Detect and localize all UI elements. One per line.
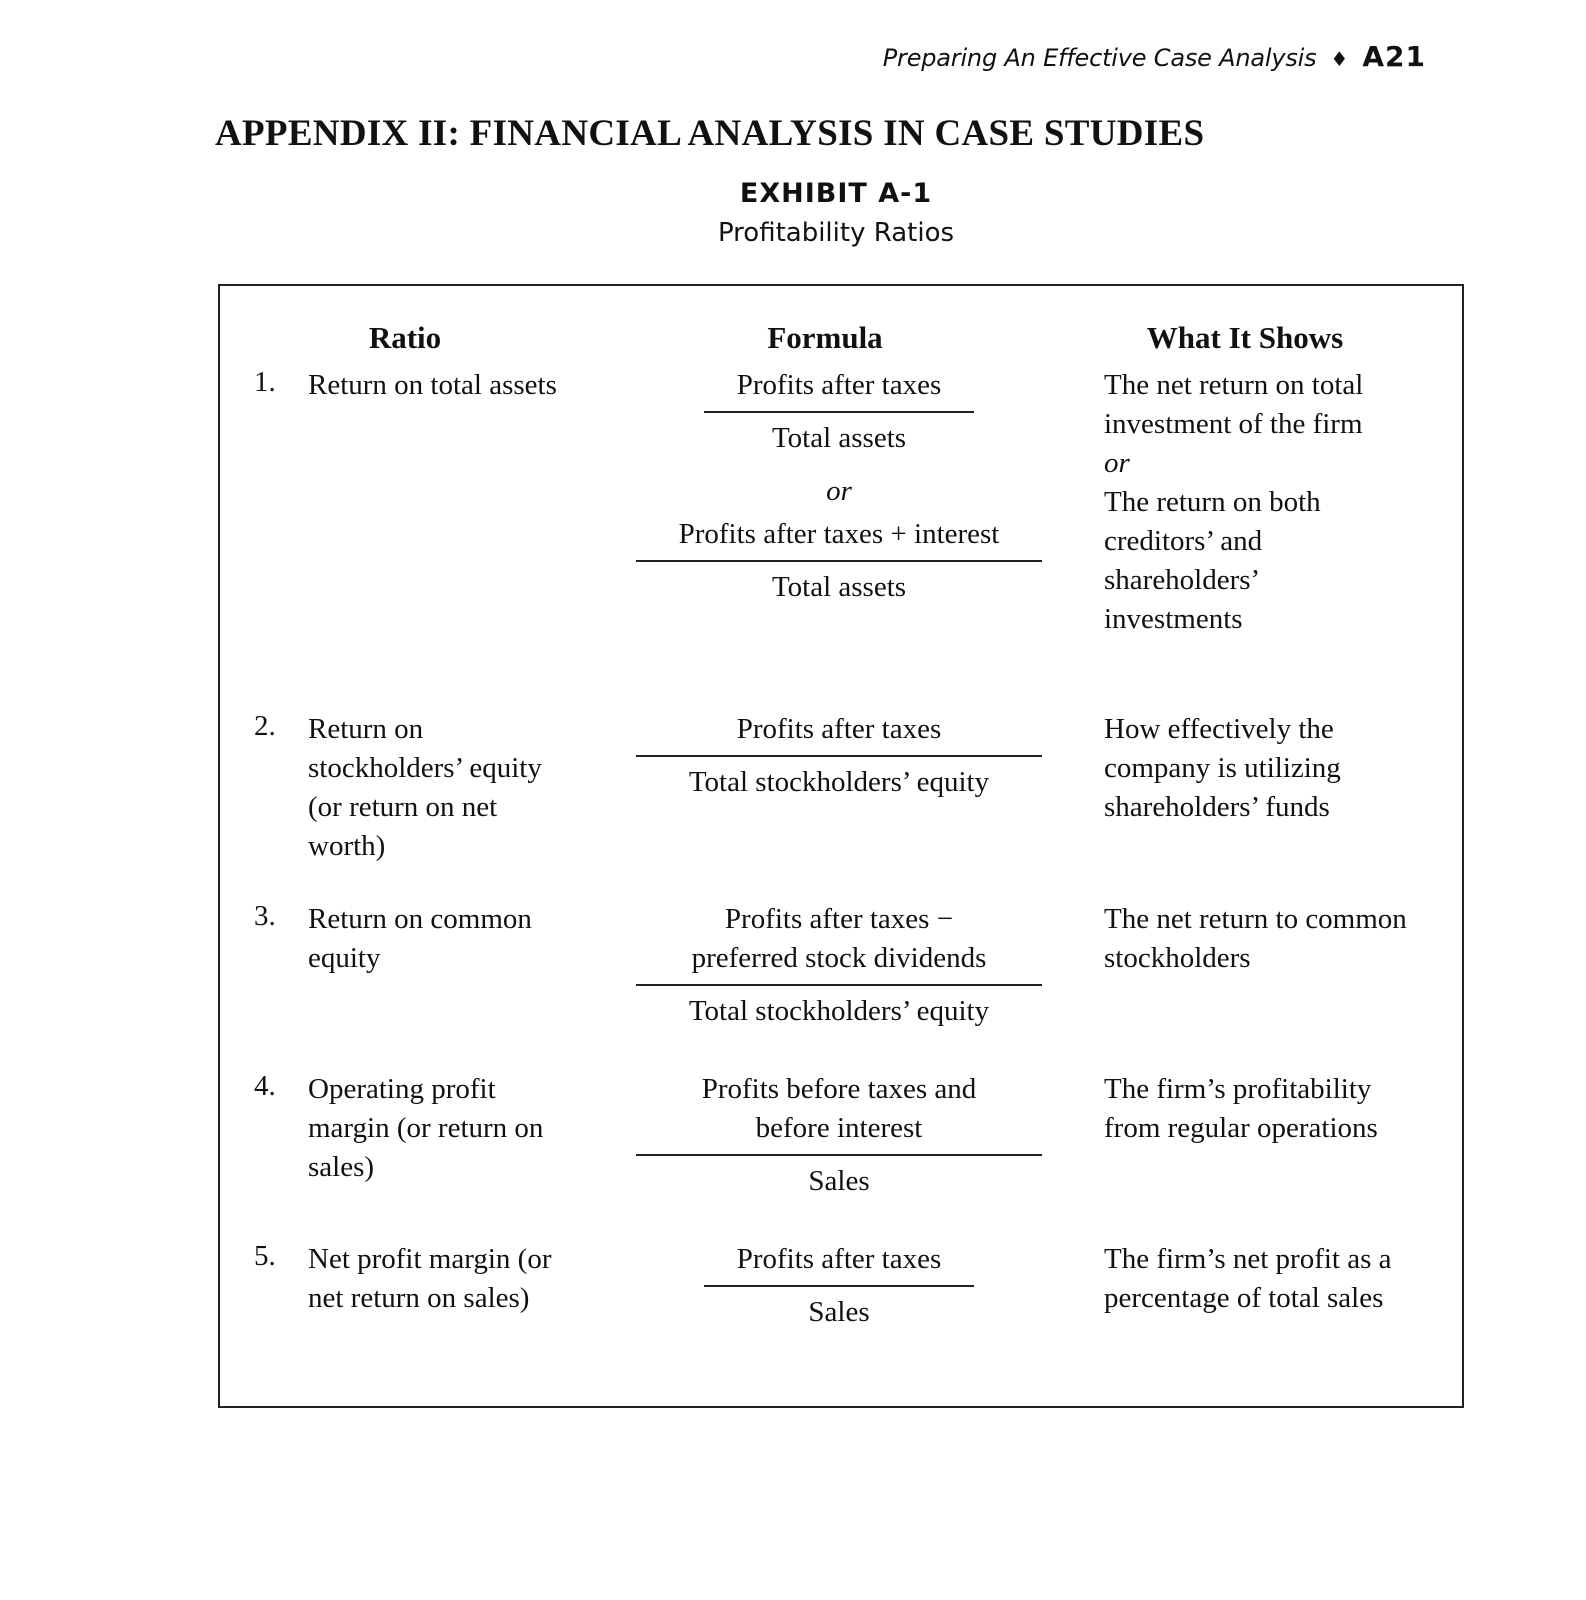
ratio-name: Return on common equity [308, 903, 532, 974]
running-head-title: Preparing An Effective Case Analysis [882, 44, 1317, 72]
or-separator: or [1104, 447, 1130, 479]
fraction [632, 900, 1046, 1031]
row-number: 1. [254, 366, 276, 398]
header-formula: Formula [767, 320, 883, 355]
formula [632, 710, 1046, 802]
formula [632, 1070, 1046, 1201]
numerator [702, 1070, 977, 1154]
numerator [692, 900, 987, 984]
numerator-line: Profits before taxes and [701, 1073, 977, 1105]
denominator: Sales [808, 1165, 870, 1197]
formula [632, 900, 1046, 1031]
shows-text: The net return on total investment of the firm [1104, 369, 1364, 440]
what-it-shows: The firm’s profitability from regular operations [1104, 1073, 1378, 1144]
fraction [632, 1070, 1046, 1201]
numerator: Profits after taxes [736, 369, 942, 401]
exhibit-label: EXHIBIT A-1 [739, 178, 933, 209]
numerator-line: Profits after taxes − [724, 903, 954, 935]
diamond-icon: ♦ [1330, 47, 1349, 71]
denominator: Total stockholders’ equity [688, 995, 990, 1027]
row-number: 2. [254, 710, 276, 742]
fraction [632, 710, 1046, 802]
header-ratio: Ratio [368, 320, 442, 355]
numerator: Profits after taxes + interest [678, 518, 1000, 550]
ratio-name: Operating profit margin (or return on sales) [308, 1073, 544, 1183]
row-number: 3. [254, 900, 276, 932]
numerator-line: before interest [755, 1112, 923, 1144]
formula [632, 1240, 1046, 1332]
denominator: Total stockholders’ equity [688, 766, 990, 798]
exhibit-table [218, 284, 1464, 1408]
row-number: 4. [254, 1070, 276, 1102]
ratio-name: Return on total assets [308, 369, 557, 401]
denominator: Total assets [771, 422, 907, 454]
denominator: Sales [808, 1296, 870, 1328]
numerator: Profits after taxes [736, 1243, 942, 1275]
what-it-shows: How effectively the company is utilizing shareholders’ funds [1104, 713, 1341, 823]
fraction [632, 1240, 1046, 1332]
numerator-line: preferred stock dividends [691, 942, 987, 974]
row-number: 5. [254, 1240, 276, 1272]
what-it-shows: The firm’s net profit as a percentage of total sales [1104, 1243, 1392, 1314]
exhibit-subtitle: Profitability Ratios [717, 218, 955, 248]
page-number: A21 [1362, 40, 1426, 73]
ratio-name: Return on stockholders’ equity (or return on net worth) [308, 713, 542, 862]
running-head [883, 40, 1426, 73]
fraction [632, 366, 1046, 458]
header-what-it-shows: What It Shows [1146, 320, 1344, 355]
formula [632, 366, 1046, 607]
ratio-name: Net profit margin (or net return on sales) [308, 1243, 552, 1314]
shows-text: The return on both creditors’ and shareholders’ investments [1104, 486, 1321, 635]
fraction [632, 515, 1046, 607]
what-it-shows [1104, 366, 1434, 639]
or-separator: or [826, 475, 852, 507]
appendix-title: APPENDIX II: FINANCIAL ANALYSIS IN CASE STUDIES [215, 113, 1205, 154]
denominator: Total assets [771, 571, 907, 603]
numerator: Profits after taxes [736, 713, 942, 745]
what-it-shows: The net return to common stockholders [1104, 903, 1407, 974]
